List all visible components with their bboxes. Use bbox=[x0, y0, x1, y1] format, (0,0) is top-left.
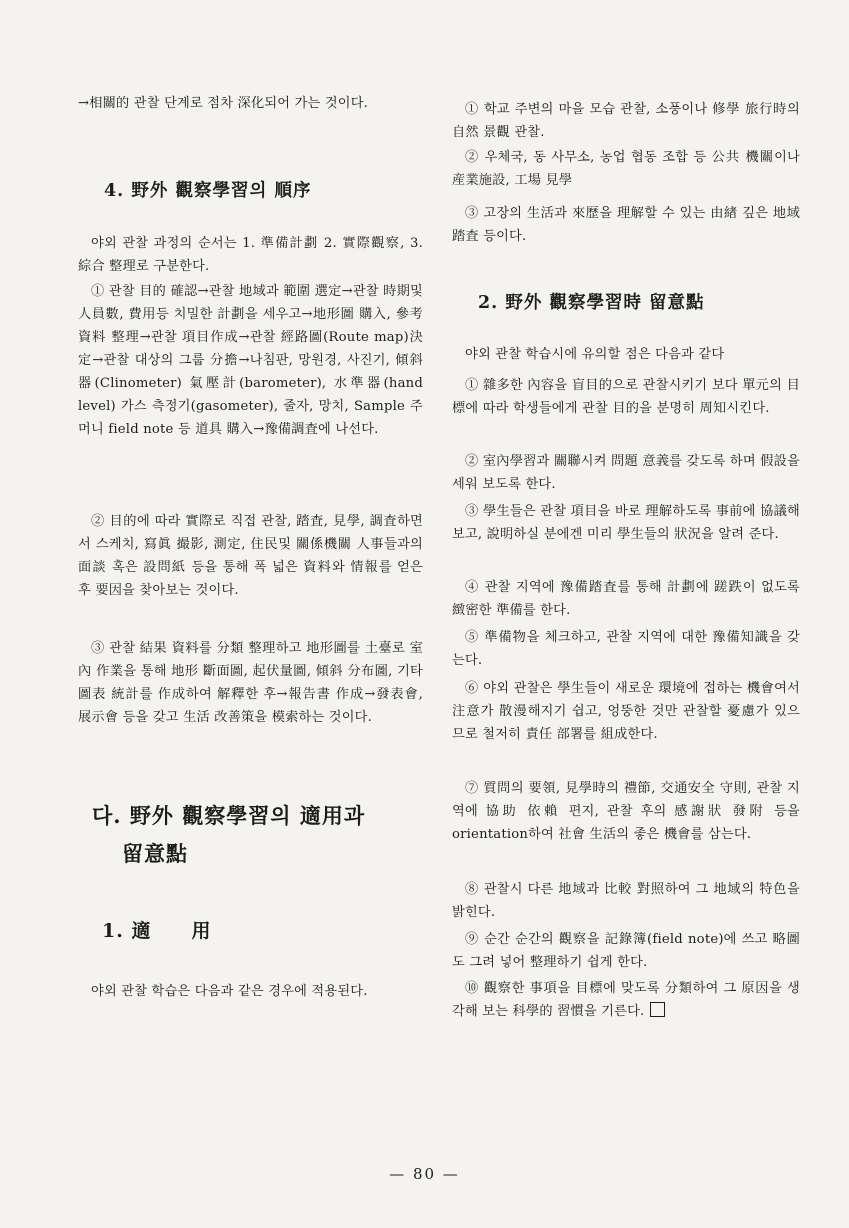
note-item-2: ② 室內學習과 關聯시켜 問題 意義를 갖도록 하며 假設을 세워 보도록 한다. bbox=[452, 454, 800, 492]
usage-list-item-2: ② 우체국, 동 사무소, 농업 협동 조합 등 公共 機關이나 産業施設, 工場 見學 bbox=[452, 150, 800, 188]
section4-lead: 야외 관찰 과정의 순서는 1. 準備計劃 2. 實際觀察, 3. 綜合 整理로 구분한다. bbox=[78, 236, 423, 274]
note-item-9: ⑨ 순간 순간의 觀察을 記錄簿(field note)에 쓰고 略圖도 그려 넣어 整理하기 쉽게 한다. bbox=[452, 932, 800, 970]
part-da-heading-line2: 留意點 bbox=[122, 841, 188, 866]
section4-item-3: ③ 관찰 結果 資料를 分類 整理하고 地形圖를 土臺로 室內 作業을 통해 地形 斷面圖, 起伏量圖, 傾斜 分布圖, 기타 圖表 統計를 作成하여 解釋한 후→報告書 作成→發表會, 展示會 등을 갖고 生活 改善策을 模索하는 것이다. bbox=[78, 641, 423, 725]
note-item-1: ① 雜多한 內容을 盲目的으로 관찰시키기 보다 單元의 目標에 따라 학생들에게 관찰 目的을 분명히 周知시킨다. bbox=[452, 378, 800, 416]
usage-list-item-1: ① 학교 주변의 마을 모습 관찰, 소풍이나 修學 旅行時의 自然 景觀 관찰. bbox=[452, 102, 800, 140]
usage-list-item-3: ③ 고장의 生活과 來歷을 理解할 수 있는 由緖 깊은 地域 踏査 등이다. bbox=[452, 206, 800, 244]
section1-heading: 1. 適 用 bbox=[102, 920, 212, 942]
section1-text: 야외 관찰 학습은 다음과 같은 경우에 적용된다. bbox=[91, 984, 368, 999]
note-item-3: ③ 學生들은 관찰 項目을 바로 理解하도록 事前에 協議해 보고, 說明하실 분에겐 미리 學生들의 狀況을 알려 준다. bbox=[452, 504, 800, 542]
note-item-7: ⑦ 質問의 要領, 見學時의 禮節, 交通安全 守則, 관찰 지역에 協助 依賴 편지, 관찰 후의 感謝狀 發附 등을 orientation하여 社會 生活의 좋은 機會를 삼는다. bbox=[452, 781, 800, 842]
note-item-6: ⑥ 야외 관찰은 學生들이 새로운 環境에 접하는 機會여서 注意가 散漫해지기 쉽고, 엉뚱한 것만 관찰할 憂慮가 있으므로 철저히 責任 部署를 組成한다. bbox=[452, 681, 800, 742]
intro-continuation: →相關的 관찰 단계로 점차 深化되어 가는 것이다. bbox=[78, 96, 369, 111]
note-item-4: ④ 관찰 지역에 豫備踏査를 통해 計劃에 蹉跌이 없도록 緻密한 準備를 한다. bbox=[452, 580, 800, 618]
section2-lead: 야외 관찰 학습시에 유의할 점은 다음과 같다 bbox=[465, 347, 725, 362]
page-number: — 80 — bbox=[389, 1165, 460, 1183]
section4-heading: 4. 野外 觀察學習의 順序 bbox=[104, 181, 312, 201]
section4-item-2: ② 目的에 따라 實際로 직접 관찰, 踏査, 見學, 調査하면서 스케치, 寫眞 撮影, 測定, 住民및 關係機關 人事들과의 面談 혹은 設問紙 등을 통해 폭 넓은 資料와 情報를 얻은 후 要因을 찾아보는 것이다. bbox=[78, 514, 423, 598]
note-item-10-text: ⑩ 觀察한 事項을 目標에 맞도록 分類하여 그 原因을 생각해 보는 科學的 習慣을 기른다. bbox=[452, 981, 800, 1019]
part-da-heading-line1: 다. 野外 觀察學習의 適用과 bbox=[92, 803, 366, 828]
section2-heading: 2. 野外 觀察學習時 留意點 bbox=[478, 293, 705, 313]
section4-item-1: ① 관찰 目的 確認→관찰 地域과 範圍 選定→관찰 時期및 人員數, 費用등 치밀한 計劃을 세우고→地形圖 購入, 參考 資料 整理→관찰 項目作成→관찰 經路圖(Route map)決定→관찰 대상의 그룹 分擔→나침판, 망원경, 사진기, 傾斜器(Clinometer) 氣壓計(barometer), 水準器(hand level) 가스 측정기(gasometer), 줄자, 망치, Sample 주머니 field note 등 道具 購入→豫備調査에 나선다. bbox=[78, 284, 423, 437]
note-item-5: ⑤ 準備物을 체크하고, 관찰 지역에 대한 豫備知識을 갖는다. bbox=[452, 630, 800, 668]
note-item-10 bbox=[452, 977, 800, 1023]
end-mark-icon bbox=[650, 1002, 665, 1017]
note-item-8: ⑧ 관찰시 다른 地域과 比較 對照하여 그 地域의 特色을 밝힌다. bbox=[452, 882, 800, 920]
